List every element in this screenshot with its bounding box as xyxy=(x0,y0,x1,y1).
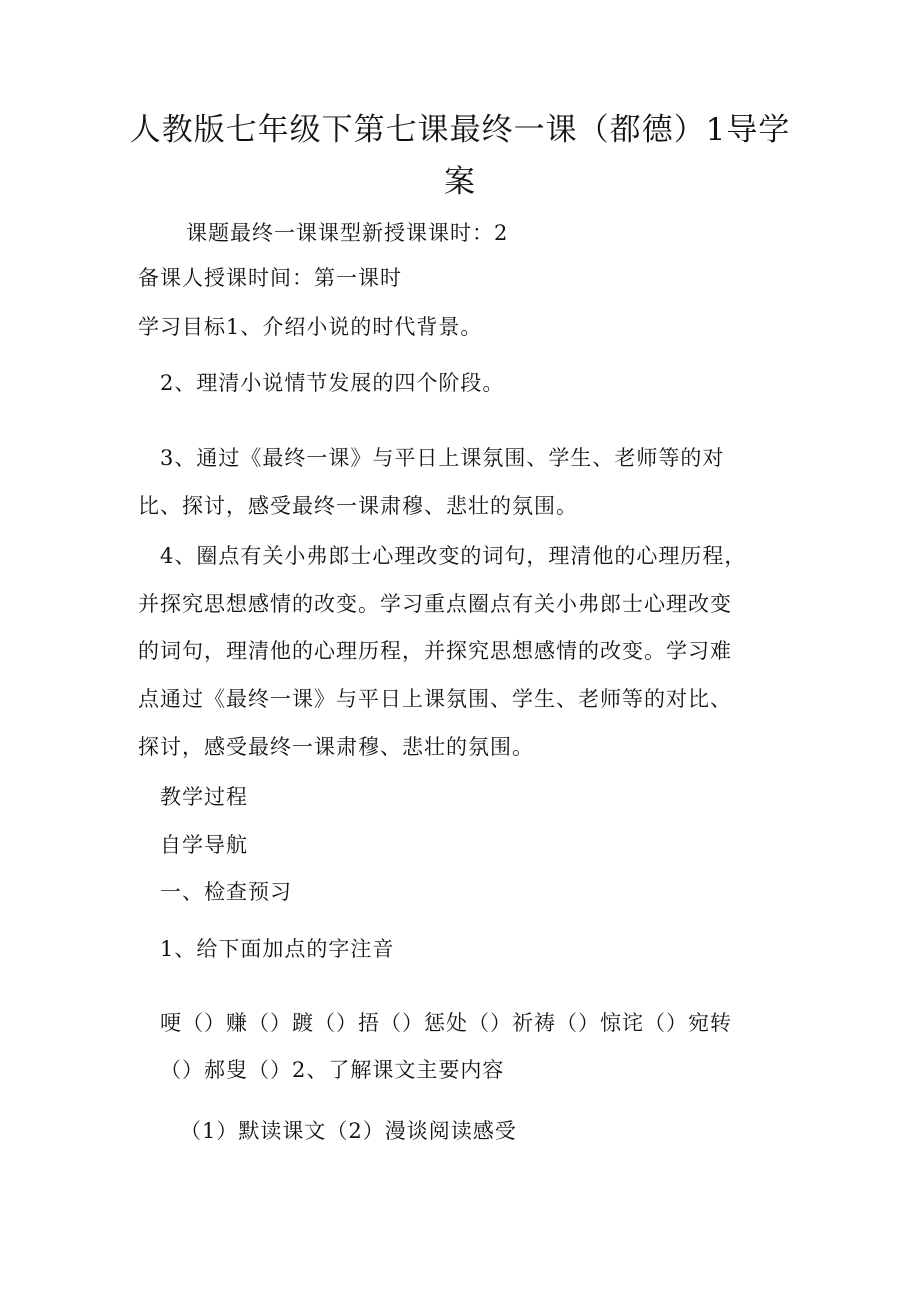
task-pronunciation: 1、给下面加点的字注音 xyxy=(160,937,395,961)
objective-3-line-a: 3、通过《最终一课》与平日上课氛围、学生、老师等的对 xyxy=(160,446,725,470)
teaching-process-heading: 教学过程 xyxy=(160,785,248,809)
document-title-line-2: 案 xyxy=(444,164,476,200)
objective-4-line-e: 探讨，感受最终一课肃穆、悲壮的氛围。 xyxy=(138,735,534,759)
objective-3-line-b: 比、探讨，感受最终一课肃穆、悲壮的氛围。 xyxy=(138,494,578,518)
objective-4-line-c: 的词句，理清他的心理历程，并探究思想感情的改变。学习难 xyxy=(138,639,732,663)
self-study-heading: 自学导航 xyxy=(160,833,248,857)
objective-1: 学习目标1、介绍小说的时代背景。 xyxy=(138,315,483,339)
course-info-line: 课题最终一课课型新授课课时：2 xyxy=(186,221,509,245)
objective-4-line-d: 点通过《最终一课》与平日上课氛围、学生、老师等的对比、 xyxy=(138,687,732,711)
section-preview-check: 一、检查预习 xyxy=(160,880,292,904)
document-title-line-1: 人教版七年级下第七课最终一课（都德）1导学 xyxy=(129,112,791,148)
pronunciation-chars-line-b: （）郝叟（）2、了解课文主要内容 xyxy=(160,1058,505,1082)
objective-4-line-b: 并探究思想感情的改变。学习重点圈点有关小弗郎士心理改变 xyxy=(138,592,732,616)
objective-2: 2、理清小说情节发展的四个阶段。 xyxy=(160,371,505,395)
task-reading: （1）默读课文（2）漫谈阅读感受 xyxy=(180,1119,517,1143)
preparer-info-line: 备课人授课时间：第一课时 xyxy=(138,266,402,290)
pronunciation-chars-line-a: 哽（）赚（）踱（）捂（）惩处（）祈祷（）惊诧（）宛转 xyxy=(160,1011,732,1035)
objective-4-line-a: 4、圈点有关小弗郎士心理改变的词句，理清他的心理历程， xyxy=(160,544,747,568)
